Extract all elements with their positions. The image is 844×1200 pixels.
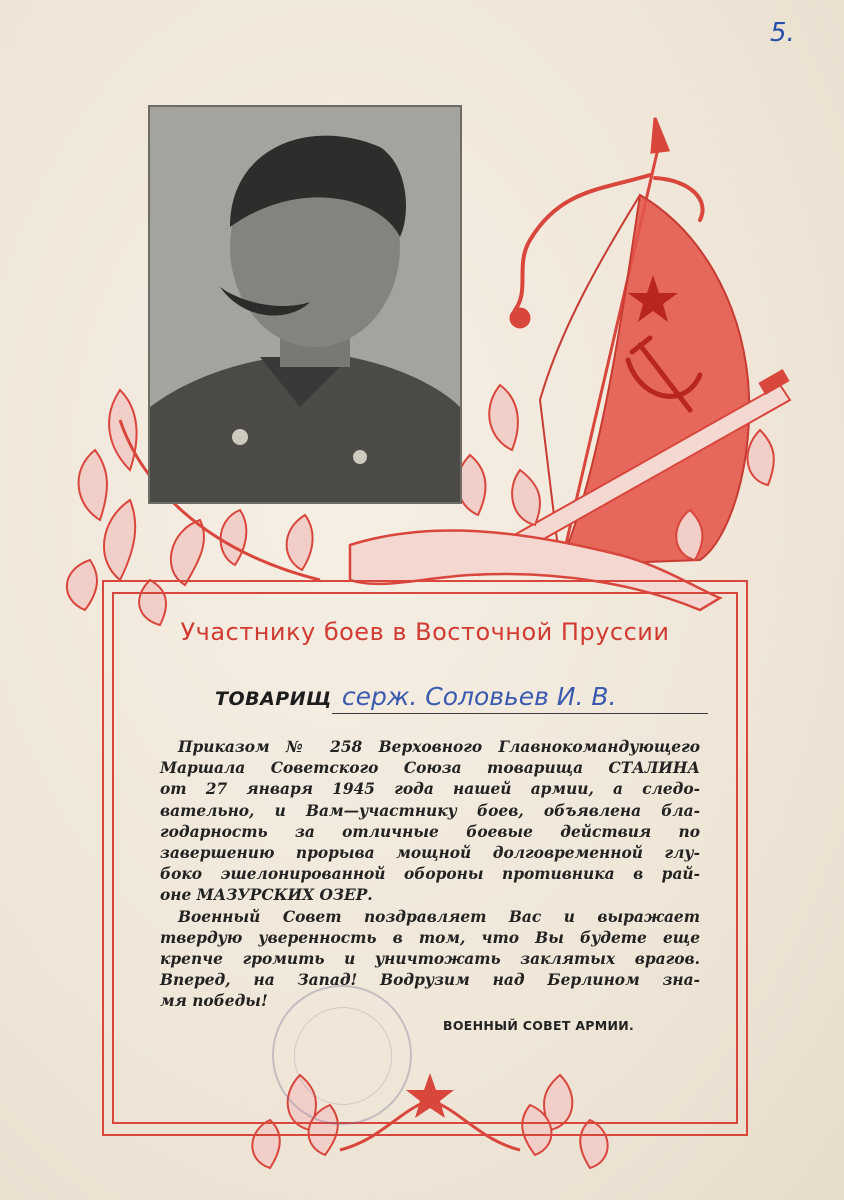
body-line: боко эшелонированной обороны противника в рай- (160, 865, 700, 884)
signature-military-council: ВОЕННЫЙ СОВЕТ АРМИИ. (443, 1018, 635, 1033)
body-line: вательно, и Вам—участнику боев, объявлена бла- (160, 801, 700, 820)
body-line: завершению прорыва мощной долговременной глу- (160, 844, 700, 863)
body-line: Приказом № 258 Верховного Главнокомандующего (178, 738, 700, 756)
certificate-body (160, 737, 700, 1013)
portrait-photo (148, 105, 462, 504)
addressee-name-handwritten: серж. Соловьев И. В. (332, 682, 708, 714)
portrait-illustration (150, 107, 460, 502)
body-line: мя победы! (160, 992, 268, 1011)
flagpole-tip-icon (652, 118, 668, 152)
body-line: крепче громить и уничтожать заклятых врагов. (160, 950, 700, 969)
body-line: Маршала Советского Союза товарища СТАЛИНА (160, 759, 700, 778)
body-line: Военный Совет поздравляет Вас и выражает (178, 907, 700, 926)
addressee-label: ТОВАРИЩ (215, 688, 332, 710)
page-number: 5. (770, 18, 795, 48)
certificate-heading: Участнику боев в Восточной Пруссии (180, 618, 670, 646)
body-line: от 27 января 1945 года нашей армии, а следо- (160, 780, 700, 799)
body-line: твердую уверенность в том, что Вы будете еще (160, 928, 700, 947)
body-line: Вперед, на Запад! Водрузим над Берлином зна- (160, 971, 700, 990)
body-line: годарность за отличные боевые действия по (160, 822, 700, 841)
addressee-line (215, 682, 708, 714)
seal-stamp-inner (294, 1007, 392, 1105)
body-line: оне МАЗУРСКИХ ОЗЕР. (160, 886, 373, 905)
